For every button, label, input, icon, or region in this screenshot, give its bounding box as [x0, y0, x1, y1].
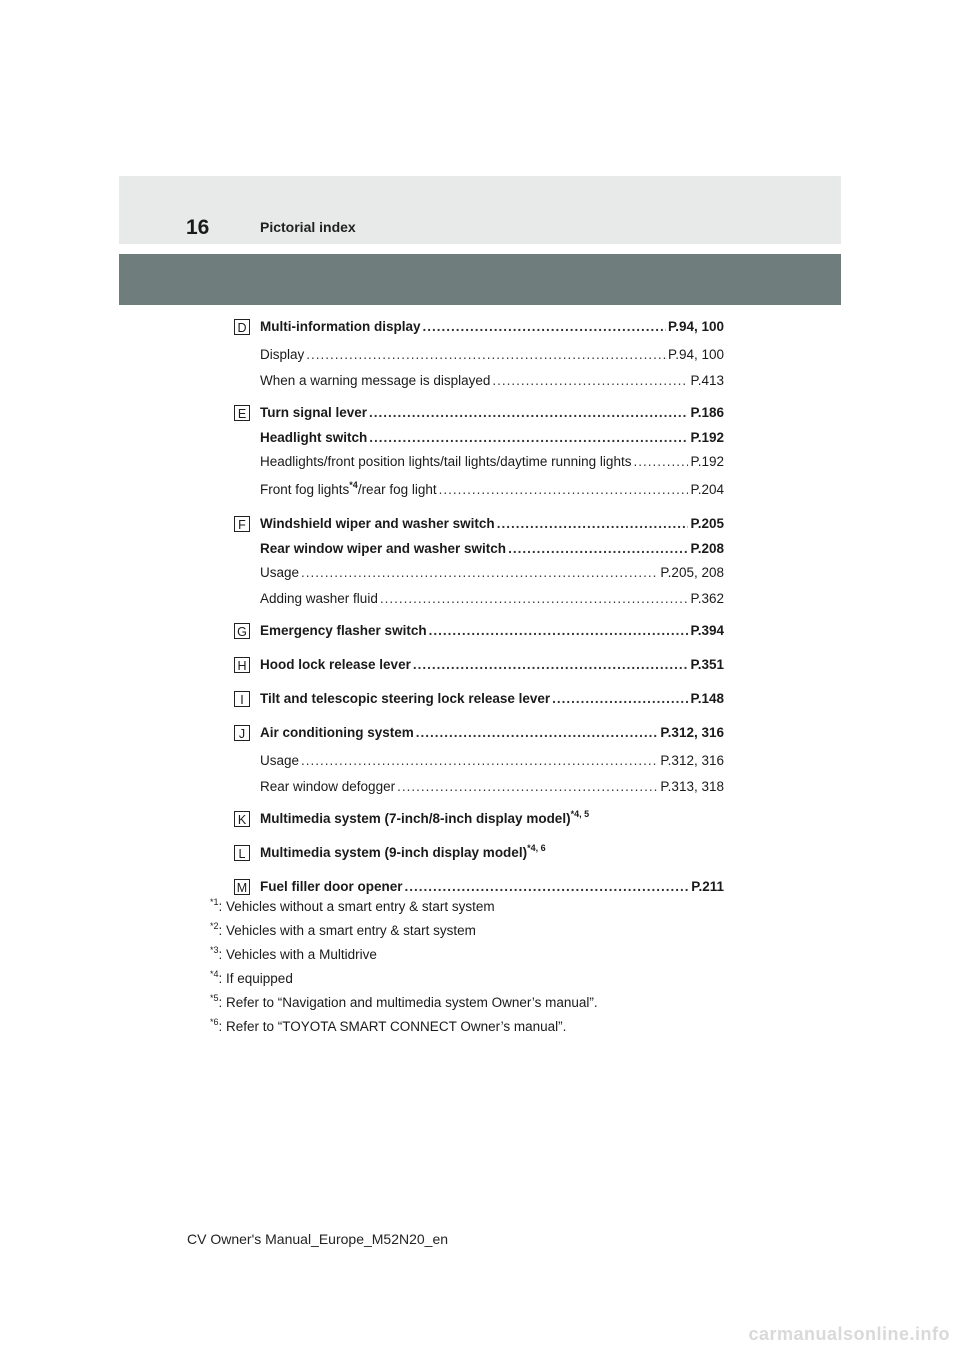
- index-entry[interactable]: [234, 878, 724, 895]
- footnote-text: : Refer to “TOYOTA SMART CONNECT Owner’s manual”.: [218, 1019, 567, 1034]
- section-title: Pictorial index: [260, 219, 356, 235]
- footnote-text: : Vehicles with a smart entry & start system: [218, 923, 476, 938]
- entry-label: Multimedia system (9-inch display model)$^{*4, 6}$: [260, 843, 546, 860]
- index-entry[interactable]: [234, 590, 724, 607]
- page-reference-link[interactable]: P.312, 316: [660, 725, 724, 740]
- page-reference-link[interactable]: P.211: [691, 879, 724, 894]
- dot-leader: [508, 540, 688, 557]
- index-entry[interactable]: [234, 372, 724, 389]
- dot-leader: [369, 404, 688, 421]
- dot-leader: [397, 778, 658, 795]
- dot-leader: [429, 622, 689, 639]
- page-reference-link[interactable]: P.205: [690, 516, 724, 531]
- footnote-mark: *4: [210, 969, 219, 979]
- page-reference-link[interactable]: P.192: [690, 454, 724, 469]
- index-entry[interactable]: [234, 752, 724, 769]
- entry-label: Fuel filler door opener: [260, 879, 403, 894]
- section-letter-label: G: [234, 623, 250, 639]
- index-entry[interactable]: [234, 346, 724, 363]
- footnote: [210, 994, 770, 1018]
- entry-label: Emergency flasher switch: [260, 623, 427, 638]
- section-letter-label: F: [234, 516, 250, 532]
- entry-label: Rear window wiper and washer switch: [260, 541, 507, 556]
- entry-label: Front fog lights$^{*4}$/rear fog light: [260, 480, 437, 497]
- index-entry[interactable]: [234, 778, 724, 795]
- footnote-mark: *5: [210, 993, 219, 1003]
- entry-label: Rear window defogger: [260, 779, 396, 794]
- entry-label: Multi-information display: [260, 319, 421, 334]
- footnote: [210, 1018, 770, 1042]
- index-entry[interactable]: [234, 844, 724, 861]
- section-letter-label: M: [234, 879, 250, 895]
- page-reference-link[interactable]: P.362: [690, 591, 724, 606]
- index-entry[interactable]: [234, 481, 724, 498]
- dot-leader: [301, 752, 658, 769]
- watermark: carmanualsonline.info: [748, 1324, 950, 1344]
- entry-label: Headlight switch: [260, 430, 368, 445]
- index-entry[interactable]: [234, 810, 724, 827]
- dot-leader: [380, 590, 689, 607]
- section-letter-label: I: [234, 691, 250, 707]
- page-reference-link[interactable]: P.205, 208: [660, 565, 724, 580]
- footnote-reference: *4, 5: [570, 809, 590, 819]
- page-reference-link[interactable]: P.192: [690, 430, 724, 445]
- section-letter-label: D: [234, 319, 250, 335]
- dot-leader: [552, 690, 688, 707]
- dot-leader: [633, 453, 688, 470]
- section-letter-label: E: [234, 405, 250, 421]
- entry-label: Tilt and telescopic steering lock release lever: [260, 691, 551, 706]
- section-band: [119, 254, 841, 305]
- footnote: [210, 922, 770, 946]
- footnote-reference: *4: [349, 480, 358, 490]
- entry-label: Display: [260, 347, 305, 362]
- footnote-mark: *2: [210, 921, 219, 931]
- dot-leader: [301, 564, 658, 581]
- footnote-mark: *3: [210, 945, 219, 955]
- entry-label: Headlights/front position lights/tail lights/daytime running lights: [260, 454, 632, 469]
- footnotes: [210, 898, 770, 1042]
- page-reference-link[interactable]: P.208: [690, 541, 724, 556]
- index-entry[interactable]: [234, 318, 724, 335]
- index-entry[interactable]: [234, 404, 724, 421]
- dot-leader: [439, 481, 689, 498]
- page-reference-link[interactable]: P.94, 100: [667, 319, 724, 334]
- footer-manual-id: CV Owner's Manual_Europe_M52N20_en: [187, 1231, 449, 1247]
- index-entry[interactable]: [234, 540, 724, 557]
- entry-label: Hood lock release lever: [260, 657, 411, 672]
- section-letter-label: L: [234, 845, 250, 861]
- header-band: [119, 176, 841, 244]
- index-entry[interactable]: [234, 656, 724, 673]
- page-reference-link[interactable]: P.312, 316: [660, 753, 724, 768]
- entry-label: Usage: [260, 565, 300, 580]
- footnote-text: : Vehicles with a Multidrive: [218, 947, 377, 962]
- footnote: [210, 946, 770, 970]
- dot-leader: [405, 878, 690, 895]
- page-reference-link[interactable]: P.351: [690, 657, 724, 672]
- entry-label: Adding washer fluid: [260, 591, 378, 606]
- index-entry[interactable]: [234, 724, 724, 741]
- section-letter-label: J: [234, 725, 250, 741]
- dot-leader: [369, 429, 688, 446]
- page-reference-link[interactable]: P.94, 100: [667, 347, 724, 362]
- section-letter-label: H: [234, 657, 250, 673]
- dot-leader: [497, 515, 689, 532]
- footnote-text: : Refer to “Navigation and multimedia system Owner’s manual”.: [218, 995, 598, 1010]
- dot-leader: [306, 346, 666, 363]
- footnote-mark: *6: [210, 1017, 219, 1027]
- page-reference-link[interactable]: P.204: [690, 482, 724, 497]
- page-reference-link[interactable]: P.186: [690, 405, 724, 420]
- page-reference-link[interactable]: P.413: [690, 373, 724, 388]
- footnote-text: : If equipped: [218, 971, 293, 986]
- entry-label: Multimedia system (7-inch/8-inch display model)$^{*4, 5}$: [260, 809, 590, 826]
- page-number: 16: [186, 216, 210, 239]
- entry-label: When a warning message is displayed: [260, 373, 491, 388]
- footnote: [210, 898, 770, 922]
- page-reference-link[interactable]: P.148: [690, 691, 724, 706]
- index-entry[interactable]: [234, 622, 724, 639]
- dot-leader: [413, 656, 689, 673]
- dot-leader: [492, 372, 688, 389]
- index-entry[interactable]: [234, 429, 724, 446]
- footnote: [210, 970, 770, 994]
- page-reference-link[interactable]: P.394: [690, 623, 724, 638]
- entry-label: Turn signal lever: [260, 405, 368, 420]
- entry-label: Usage: [260, 753, 300, 768]
- index-entry[interactable]: [234, 515, 724, 532]
- entry-label: Windshield wiper and washer switch: [260, 516, 495, 531]
- footnote-text: : Vehicles without a smart entry & start system: [218, 899, 495, 914]
- page-reference-link[interactable]: P.313, 318: [660, 779, 724, 794]
- dot-leader: [416, 724, 659, 741]
- dot-leader: [423, 318, 666, 335]
- index-entry[interactable]: [234, 690, 724, 707]
- section-letter-label: K: [234, 811, 250, 827]
- footnote-reference: *4, 6: [527, 843, 546, 853]
- entry-label: Air conditioning system: [260, 725, 414, 740]
- index-entry[interactable]: [234, 564, 724, 581]
- index-entry[interactable]: [234, 453, 724, 470]
- footnote-mark: *1: [210, 897, 219, 907]
